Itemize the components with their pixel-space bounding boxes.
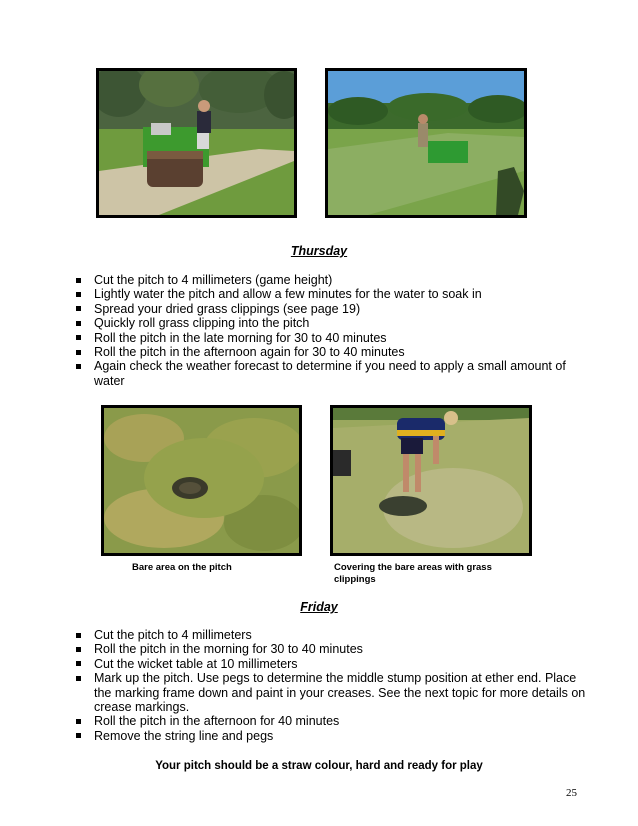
closing-statement: Your pitch should be a straw colour, hard and ready for play [155,760,483,772]
list-item: Roll the pitch in the morning for 30 to 40 minutes [76,642,586,656]
page-number: 25 [566,787,577,799]
lawn-mower-photo [325,68,527,218]
friday-heading: Friday [300,600,338,614]
list-item: Cut the pitch to 4 millimeters [76,628,586,642]
list-item: Quickly roll grass clipping into the pitch [76,316,586,330]
bare-area-caption: Bare area on the pitch [132,562,232,573]
list-item: Roll the pitch in the late morning for 30 to 40 minutes [76,331,586,345]
list-item: Again check the weather forecast to determine if you need to apply a small amount of water [76,359,586,388]
thursday-list [76,273,586,388]
list-item: Cut the pitch to 4 millimeters (game height) [76,273,586,287]
thursday-heading: Thursday [290,244,348,258]
list-item: Cut the wicket table at 10 millimeters [76,657,586,671]
pitch-roller-photo [96,68,297,218]
list-item: Roll the pitch in the afternoon again for 30 to 40 minutes [76,345,586,359]
bare-patch-photo [101,405,302,556]
list-item: Lightly water the pitch and allow a few minutes for the water to soak in [76,287,586,301]
list-item: Remove the string line and pegs [76,729,586,743]
groundsman-covering-photo [330,405,532,556]
list-item: Spread your dried grass clippings (see page 19) [76,302,586,316]
list-item: Mark up the pitch. Use pegs to determine the middle stump position at ether end. Place the marking frame down and paint in your creases. See the next topic for more details on crease markings. [76,671,586,714]
friday-list [76,628,586,743]
covering-caption: Covering the bare areas with grass clippings [334,562,492,585]
list-item: Roll the pitch in the afternoon for 40 minutes [76,714,586,728]
